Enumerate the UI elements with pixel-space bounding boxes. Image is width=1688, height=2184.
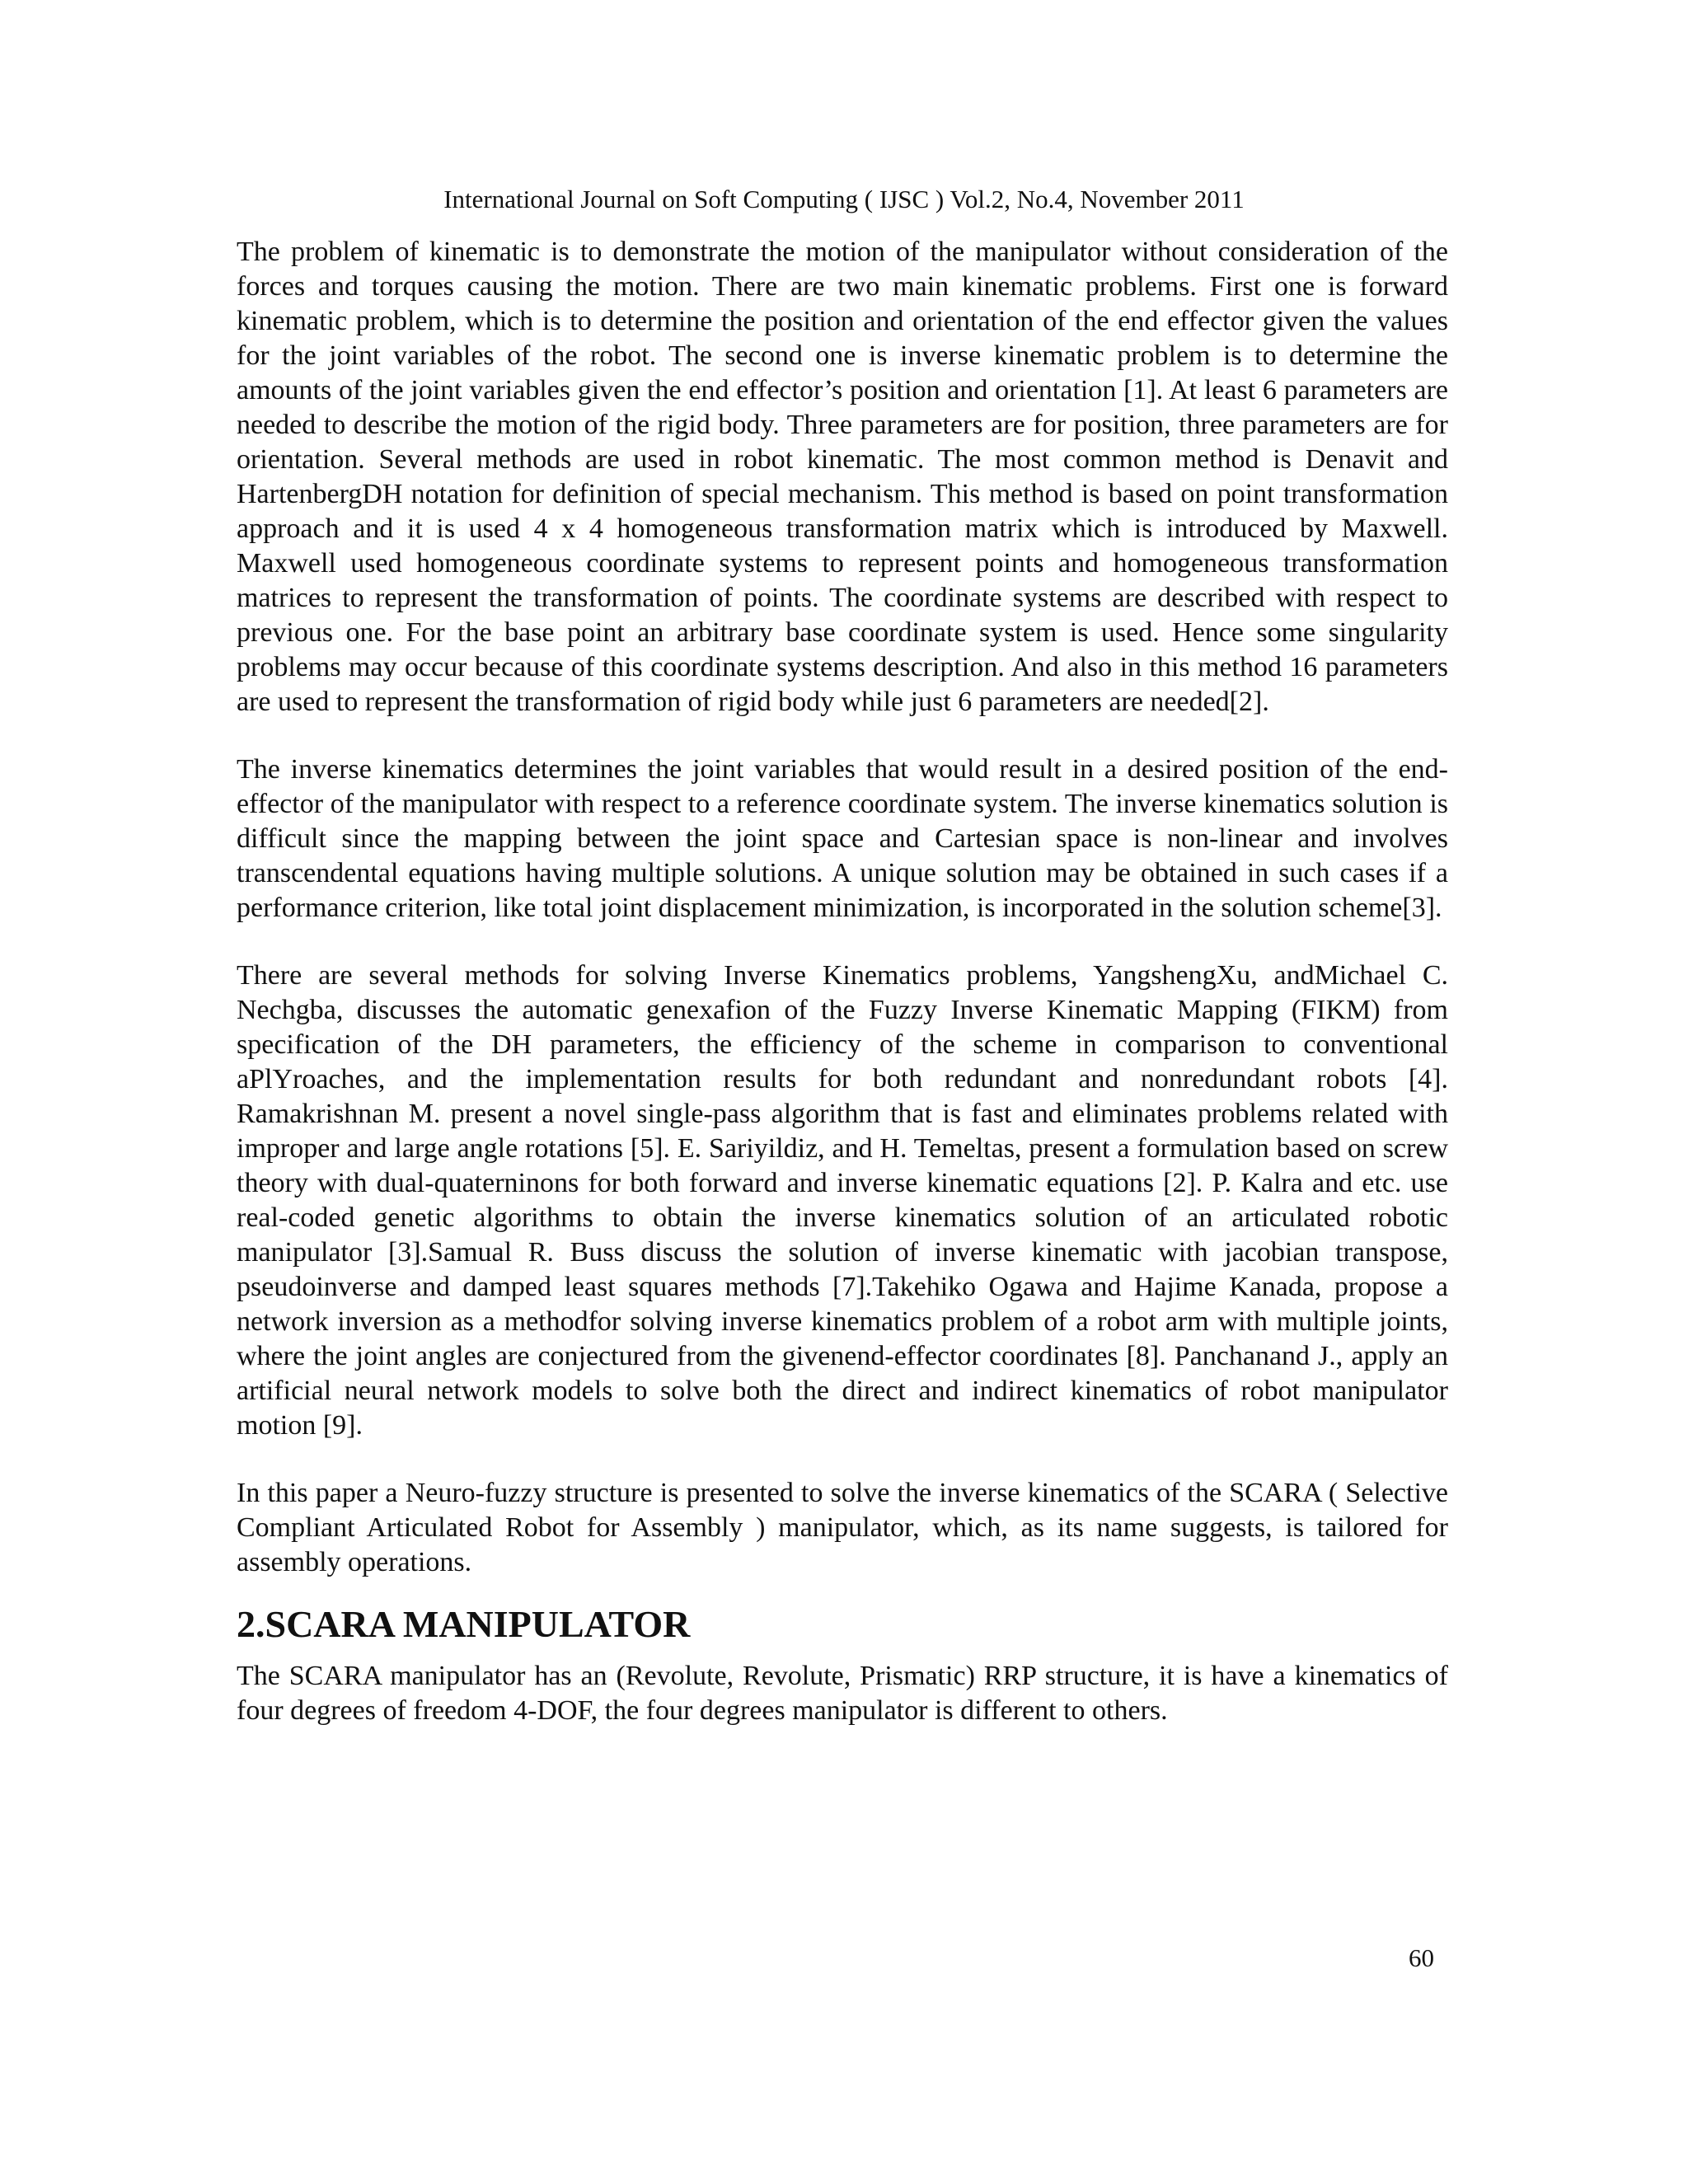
paragraph-scara-description: The SCARA manipulator has an (Revolute, Revolute, Prismatic) RRP structure, it is have a kinematics of four degrees of freedom 4-DOF, the four degrees manipulator is different to others. bbox=[237, 1661, 1448, 1726]
paragraph-gap bbox=[237, 1443, 1448, 1476]
page-body bbox=[237, 235, 1448, 1728]
paragraph-gap bbox=[237, 926, 1448, 958]
paragraph-related-methods: There are several methods for solving Inverse Kinematics problems, YangshengXu, andMichael C. Nechgba, discusses the automatic genexafion of the Fuzzy Inverse Kinematic Mapping (FIKM) from specification of the DH parameters, the efficiency of the scheme in comparison to conventional aPlYroaches, and the implementation results for both redundant and nonredundant robots [4]. Ramakrishnan M. present a novel single-pass algorithm that is fast and eliminates problems related with improper and large angle rotations [5]. E. Sariyildiz, and H. Temeltas, present a formulation based on screw theory with dual-quaterninons for both forward and inverse kinematic equations [2]. P. Kalra and etc. use real-coded genetic algorithms to obtain the inverse kinematics solution of an articulated robotic manipulator [3].Samual R. Buss discuss the solution of inverse kinematic with jacobian transpose, pseudoinverse and damped least squares methods [7].Takehiko Ogawa and Hajime Kanada, propose a network inversion as a methodfor solving inverse kinematics problem of a robot arm with multiple joints, where the joint angles are conjectured from the givenend-effector coordinates [8]. Panchanand J., apply an artificial neural network models to solve both the direct and indirect kinematics of robot manipulator motion [9]. bbox=[237, 960, 1448, 1441]
page-number: 60 bbox=[1409, 1943, 1434, 1972]
paragraph-inverse-kinematics: The inverse kinematics determines the joint variables that would result in a desired position of the end-effector of the manipulator with respect to a reference coordinate system. The inverse kinematics solution is difficult since the mapping between the joint space and Cartesian space is non-linear and involves transcendental equations having multiple solutions. A unique solution may be obtained in such cases if a performance criterion, like total joint displacement minimization, is incorporated in the solution scheme[3]. bbox=[237, 754, 1448, 923]
paragraph-kinematics-intro: The problem of kinematic is to demonstrate the motion of the manipulator without consideration of the forces and torques causing the motion. There are two main kinematic problems. First one is forward kinematic problem, which is to determine the position and orientation of the end effector given the values for the joint variables of the robot. The second one is inverse kinematic problem is to determine the amounts of the joint variables given the end effector’s position and orientation [1]. At least 6 parameters are needed to describe the motion of the rigid body. Three parameters are for position, three parameters are for orientation. Several methods are used in robot kinematic. The most common method is Denavit and HartenbergDH notation for definition of special mechanism. This method is based on point transformation approach and it is used 4 x 4 homogeneous transformation matrix which is introduced by Maxwell. Maxwell used homogeneous coordinate systems to represent points and homogeneous transformation matrices to represent the transformation of points. The coordinate systems are described with respect to previous one. For the base point an arbitrary base coordinate system is used. Hence some singularity problems may occur because of this coordinate systems description. And also in this method 16 parameters are used to represent the transformation of rigid body while just 6 parameters are needed[2]. bbox=[237, 237, 1448, 717]
section-heading: 2.SCARA MANIPULATOR bbox=[237, 1603, 691, 1645]
running-header: International Journal on Soft Computing ( IJSC ) Vol.2, No.4, November 2011 bbox=[443, 185, 1245, 213]
paragraph-paper-scope: In this paper a Neuro-fuzzy structure is presented to solve the inverse kinematics of the SCARA ( Selective Compliant Articulated Robot for Assembly ) manipulator, which, as its name suggests, is tailored for assembly operations. bbox=[237, 1478, 1448, 1577]
paragraph-gap bbox=[237, 719, 1448, 752]
